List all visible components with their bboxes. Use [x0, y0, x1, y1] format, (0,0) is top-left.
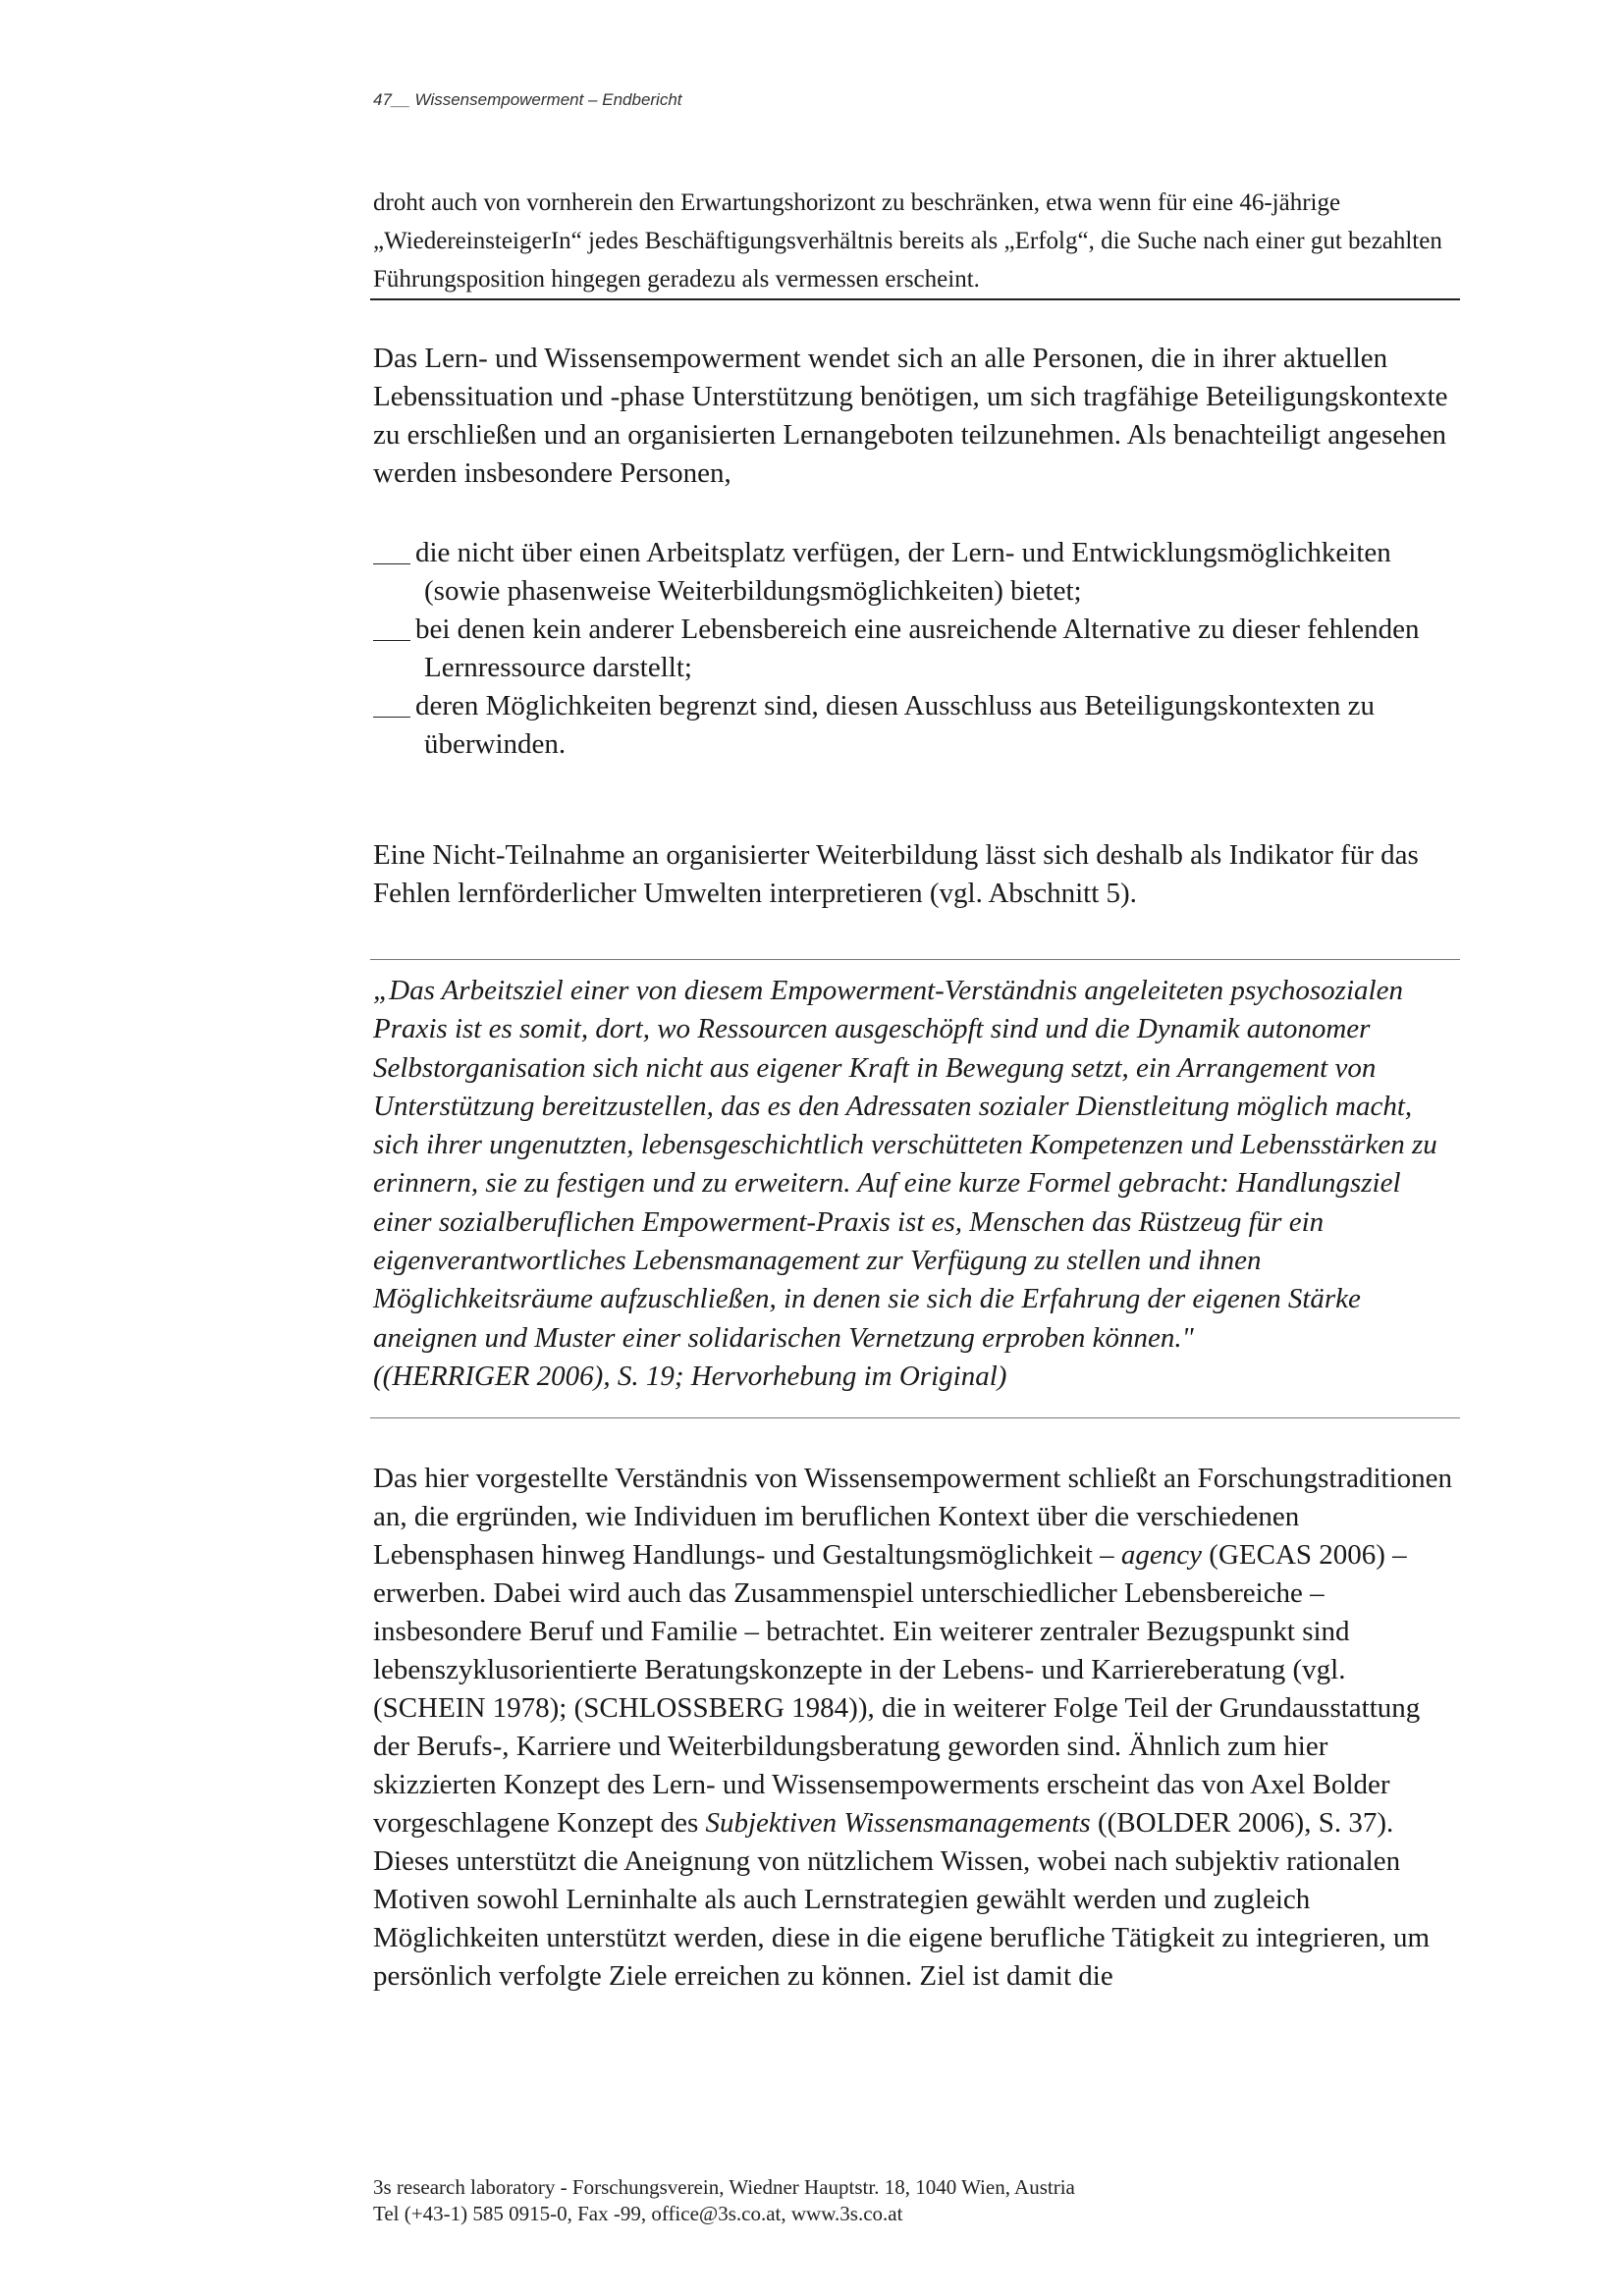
list-item	[373, 611, 1463, 687]
dash-bullet-icon	[373, 563, 410, 564]
agency-term: agency	[1120, 1539, 1203, 1571]
paragraph-text: ((BOLDER 2006), S. 37). Dieses unterstützt die Aneignung von nützlichem Wissen, wobei nach subjektiv rationalen Motiven sowohl Lerninhalte als auch Lernstrategien gewählt werden und zugleich Möglichkeiten unterstützt werden, diese in die eigene berufliche Tätigkeit zu integrieren, um persönlich verfolgte Ziele erreichen zu können. Ziel ist damit die	[373, 1807, 1431, 1992]
page-header: 47__ Wissensempowerment – Endbericht	[373, 90, 682, 109]
list-item	[373, 534, 1463, 611]
list-item-text: deren Möglichkeiten begrenzt sind, diesen Ausschluss aus Beteiligungskontexten zu überwinden.	[415, 690, 1375, 760]
indicator-paragraph: Eine Nicht-Teilnahme an organisierter Weiterbildung lässt sich deshalb als Indikator für das Fehlen lernförderlicher Umwelten interpretieren (vgl. Abschnitt 5).	[373, 839, 1419, 909]
page-footer	[373, 2174, 1075, 2227]
dash-bullet-icon	[373, 717, 410, 718]
top-paragraph: droht auch von vornherein den Erwartungshorizont zu beschränken, etwa wenn für eine 46-jährige „WiedereinsteigerIn“ jedes Beschäftigungsverhältnis bereits als „Erfolg“, die Suche nach einer gut bezahlten Führungsposition hingegen geradezu als vermessen erscheint.	[373, 189, 1442, 293]
list-item-text: bei denen kein anderer Lebensbereich eine ausreichende Alternative zu dieser fehlenden Lernressource darstellt;	[415, 614, 1420, 683]
criteria-list	[373, 534, 1463, 764]
block-quote	[373, 972, 1463, 1396]
section-divider	[370, 298, 1460, 300]
quote-bottom-rule	[370, 1417, 1460, 1418]
quote-text: „Das Arbeitsziel einer von diesem Empowerment-Verständnis angeleiteten psychosozialen Praxis ist es somit, dort, wo Ressourcen ausgeschöpft sind und die Dynamik autonomer Selbstorganisation sich nicht aus eigener Kraft in Bewegung setzt, ein Arrangement von Unterstützung bereitzustellen, das es den Adressaten sozialer Dienstleitung möglich macht, sich ihrer ungenutzten, lebensgeschichtlich verschütteten Kompetenzen und Lebensstärken zu erinnern, sie zu festigen und zu erweitern. Auf eine kurze Formel gebracht: Handlungsziel einer sozialberuflichen Empowerment-Praxis ist es, Menschen das Rüstzeug für ein eigenverantwortliches Lebensmanagement zur Verfügung zu stellen und ihnen Möglichkeitsräume aufzuschließen, in denen sie sich die Erfahrung der eigenen Stärke aneignen und Muster einer solidarischen Vernetzung erproben können."	[373, 975, 1437, 1354]
footer-address: 3s research laboratory - Forschungsverein, Wiedner Hauptstr. 18, 1040 Wien, Austria	[373, 2175, 1075, 2199]
dash-bullet-icon	[373, 640, 410, 641]
research-paragraph	[373, 1460, 1458, 1996]
concept-term: Subjektiven Wissensmanagements	[705, 1807, 1091, 1839]
list-item	[373, 687, 1463, 764]
list-item-text: die nicht über einen Arbeitsplatz verfügen, der Lern- und Entwicklungsmöglichkeiten (sowie phasenweise Weiterbildungsmöglichkeiten) bietet;	[415, 537, 1391, 607]
quote-top-rule	[370, 959, 1460, 960]
quote-citation: ((HERRIGER 2006), S. 19; Hervorhebung im Original)	[373, 1360, 1007, 1392]
footer-contact: Tel (+43-1) 585 0915-0, Fax -99, office@3s.co.at, www.3s.co.at	[373, 2202, 903, 2225]
intro-paragraph: Das Lern- und Wissensempowerment wendet sich an alle Personen, die in ihrer aktuellen Lebenssituation und -phase Unterstützung benötigen, um sich tragfähige Beteiligungskontexte zu erschließen und an organisierten Lernangeboten teilzunehmen. Als benachteiligt angesehen werden insbesondere Personen,	[373, 343, 1448, 489]
paragraph-text: Das hier vorgestellte Verständnis von Wissensempowerment schließt an Forschungstraditionen an, die ergründen, wie Individuen im beruflichen Kontext über die verschiedenen Lebensphasen hinweg Handlungs- und Gestaltungsmöglichkeit –	[373, 1463, 1453, 1571]
paragraph-text: (GECAS 2006) – erwerben. Dabei wird auch das Zusammenspiel unterschiedlicher Lebensbereiche – insbesondere Beruf und Familie – betrachtet. Ein weiterer zentraler Bezugspunkt sind lebenszyklusorientierte Beratungskonzepte in der Lebens- und Karriereberatung (vgl. (SCHEIN 1978); (SCHLOSSBERG 1984)), die in weiterer Folge Teil der Grundausstattung der Berufs-, Karriere und Weiterbildungsberatung geworden sind. Ähnlich zum hier skizzierten Konzept des Lern- und Wissensempowerments erscheint das von Axel Bolder vorgeschlagene Konzept des	[373, 1539, 1421, 1839]
